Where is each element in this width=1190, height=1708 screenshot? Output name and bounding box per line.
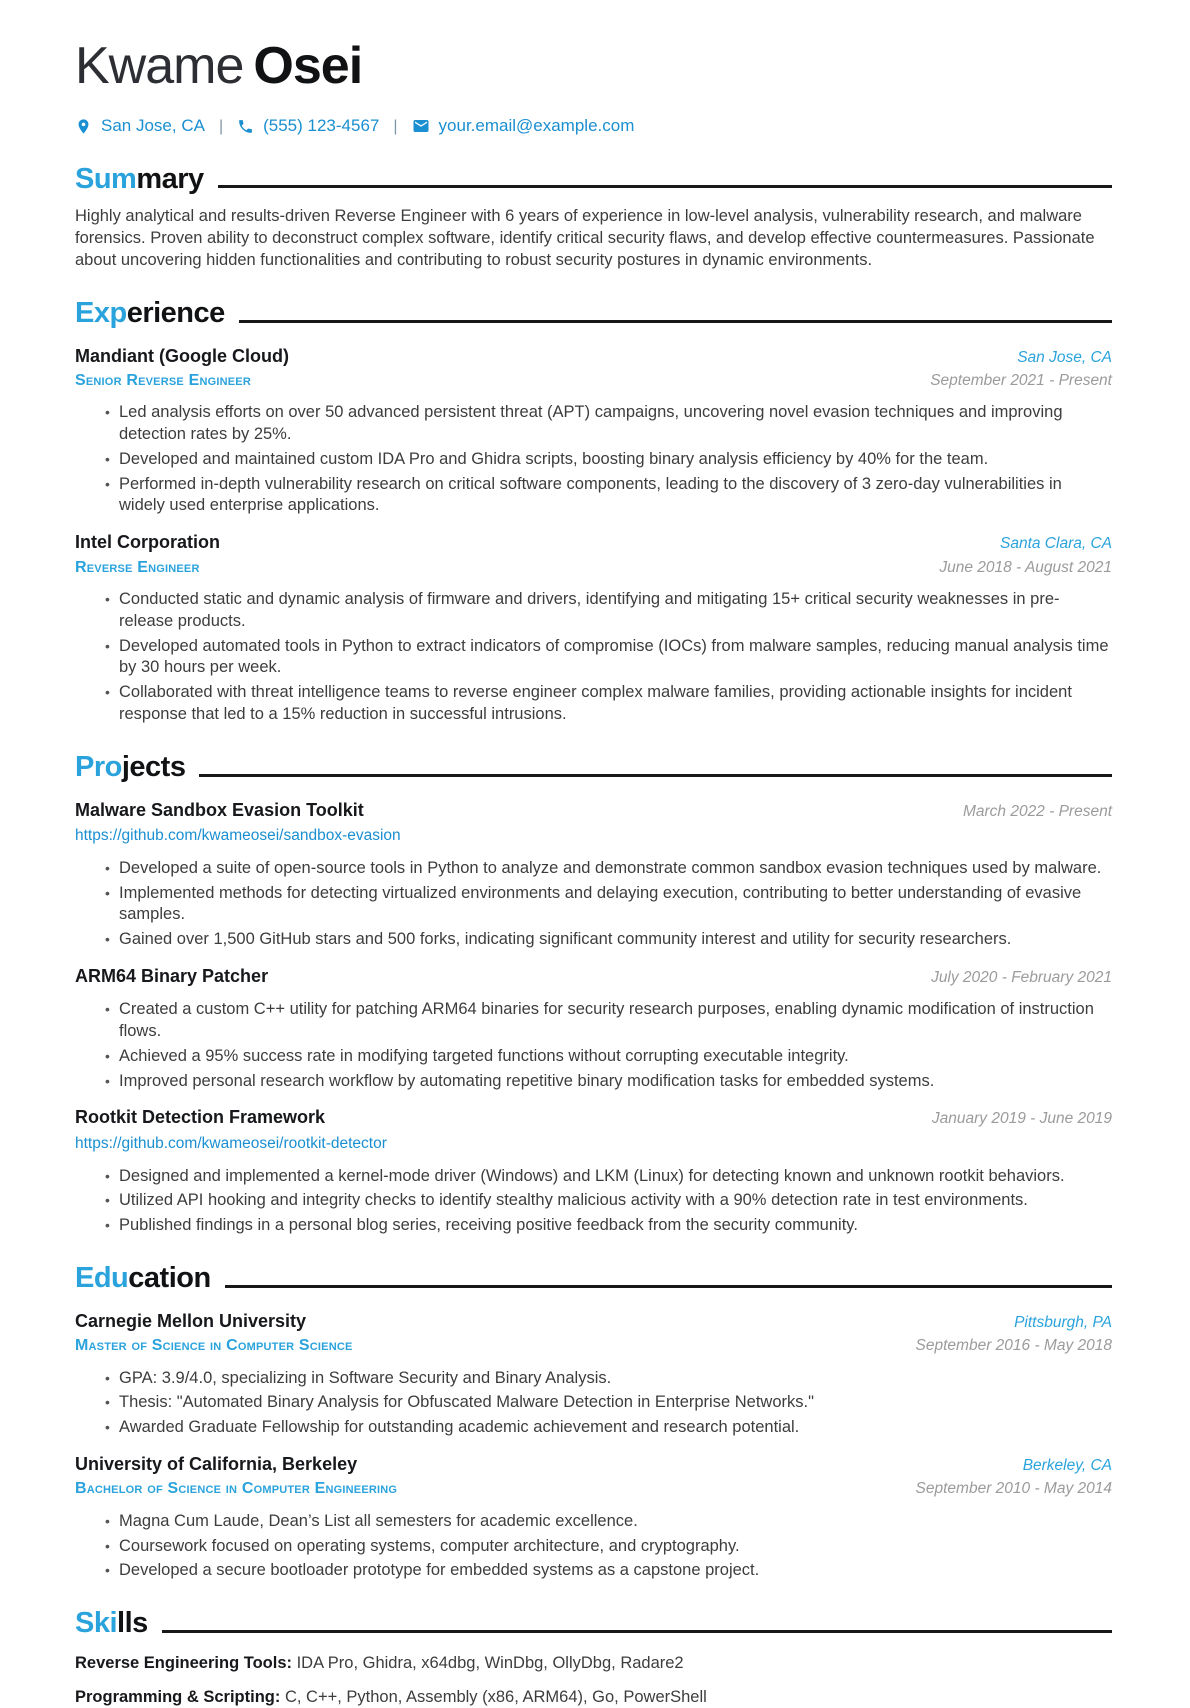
bullet-list [75,1166,1112,1237]
education-heading-text [75,1261,211,1296]
project-entry [75,1106,1112,1237]
bullet-item: • Published findings in a personal blog series, receiving positive feedback from the security community. [105,1215,1112,1237]
entry-header-row [75,799,1112,822]
experience-heading-text [75,296,225,331]
project-entry [75,799,1112,951]
bullet-item: • Collaborated with threat intelligence teams to reverse engineer complex malware families, providing actionable insights for incident response that led to a 15% reduction in successful intrusions. [105,682,1112,726]
bullet-item: • Developed a secure bootloader prototype for embedded systems as a capstone project. [105,1560,1112,1582]
bullet-item: • Achieved a 95% success rate in modifying targeted functions without corrupting executable integrity. [105,1046,1112,1068]
heading-rule [218,185,1112,188]
education-entry [75,1453,1112,1582]
contact-phone-text: (555) 123-4567 [263,116,380,136]
experience-heading [75,296,1112,331]
contact-location [75,115,205,137]
bullet-list [75,1368,1112,1439]
bullet-item: • Magna Cum Laude, Dean’s List all semesters for academic excellence. [105,1511,1112,1533]
heading-rule [225,1285,1112,1288]
school-name: University of California, Berkeley [75,1453,358,1474]
school-name: Carnegie Mellon University [75,1310,307,1331]
phone-icon [237,118,254,135]
school-location: Pittsburgh, PA [1014,1313,1112,1331]
contact-separator: | [393,117,398,135]
experience-entry [75,345,1112,518]
entry-header-row [75,1310,1112,1333]
company-name: Mandiant (Google Cloud) [75,345,289,366]
entry-header-row [75,345,1112,368]
bullet-list [75,1511,1112,1582]
bullet-item: • Awarded Graduate Fellowship for outstanding academic achievement and research potential. [105,1417,1112,1439]
school-location: Berkeley, CA [1022,1456,1112,1474]
bullet-list [75,589,1112,726]
skill-category-value: IDA Pro, Ghidra, x64dbg, WinDbg, OllyDbg, Radare2 [296,1653,684,1672]
projects-heading [75,750,1112,785]
bullet-item: • Coursework focused on operating systems, computer architecture, and cryptography. [105,1536,1112,1558]
entry-title-row [75,1333,1112,1356]
section-summary [75,162,1112,272]
project-name: ARM64 Binary Patcher [75,965,269,986]
contact-phone[interactable] [237,115,379,137]
job-dates: September 2021 - Present [930,371,1112,389]
bullet-list [75,402,1112,517]
degree-dates: September 2016 - May 2018 [915,1337,1112,1355]
contact-email-text: your.email@example.com [438,116,635,136]
entry-header-row [75,1106,1112,1129]
heading-accent-part: Ski [75,1607,118,1640]
skill-line [75,1687,1112,1708]
bullet-item: • Created a custom C++ utility for patching ARM64 binaries for security research purposes, enabling dynamic modification of instruction flows. [105,999,1112,1043]
bullet-item: • Conducted static and dynamic analysis of firmware and drivers, identifying and mitigating 15+ critical security weaknesses in pre-release products. [105,589,1112,633]
bullet-item: • Implemented methods for detecting virtualized environments and delaying execution, contributing to better understanding of evasive samples. [105,883,1112,927]
bullet-item: • Utilized API hooking and integrity checks to identify stealthy malicious activity with a 90% detection rate in test environments. [105,1190,1112,1212]
person-name [75,38,1112,95]
heading-rest-part: cation [128,1261,211,1294]
project-link[interactable]: https://github.com/kwameosei/sandbox-evasion [75,827,401,844]
project-name: Malware Sandbox Evasion Toolkit [75,799,364,820]
degree-title: Master of Science in Computer Science [75,1337,353,1355]
bullet-list [75,858,1112,951]
heading-rest-part: lls [117,1607,148,1640]
skills-heading-text [75,1606,148,1641]
heading-accent-part: Exp [75,296,127,329]
heading-rule [239,320,1112,323]
first-name: Kwame [75,37,244,95]
skills-heading [75,1606,1112,1641]
bullet-item: • Developed and maintained custom IDA Pro and Ghidra scripts, boosting binary analysis efficiency by 40% for the team. [105,449,1112,471]
skill-category-label: Programming & Scripting: [75,1687,281,1706]
location-pin-icon [75,118,92,135]
entry-header-row [75,965,1112,988]
bullet-item: • Led analysis efforts on over 50 advanced persistent threat (APT) campaigns, uncovering novel evasion techniques and improving detection rates by 25%. [105,402,1112,446]
project-dates: January 2019 - June 2019 [931,1110,1112,1128]
contact-separator: | [218,117,224,135]
bullet-item: • Designed and implemented a kernel-mode driver (Windows) and LKM (Linux) for detecting known and unknown rootkit behaviors. [105,1166,1112,1188]
education-heading [75,1261,1112,1296]
bullet-item: • GPA: 3.9/4.0, specializing in Software Security and Binary Analysis. [105,1368,1112,1390]
project-name: Rootkit Detection Framework [75,1107,326,1128]
contact-email[interactable] [412,115,635,137]
experience-entry [75,531,1112,726]
bullet-item: • Developed a suite of open-source tools in Python to analyze and demonstrate common sandbox evasion techniques used by malware. [105,858,1112,880]
heading-rest-part: jects [121,750,186,783]
section-education [75,1261,1112,1582]
degree-title: Bachelor of Science in Computer Engineering [75,1480,398,1498]
degree-dates: September 2010 - May 2014 [915,1480,1112,1498]
project-dates: March 2022 - Present [962,802,1112,820]
company-name: Intel Corporation [75,532,220,553]
heading-accent-part: Edu [75,1261,129,1294]
section-projects [75,750,1112,1237]
summary-paragraph: Highly analytical and results-driven Reverse Engineer with 6 years of experience in low-level analysis, vulnerability research, and malware forensics. Proven ability to deconstruct complex software, identify critical security flaws, and develop effective countermeasures. Passionate about uncovering hidden functionalities and contributing to robust security postures in dynamic environments. [75,207,1095,269]
entry-header-row [75,531,1112,554]
heading-accent-part: Sum [75,162,137,195]
heading-rule [162,1630,1112,1633]
company-location: Santa Clara, CA [1000,535,1112,553]
project-entry [75,965,1112,1093]
skill-category-label: Reverse Engineering Tools: [75,1653,292,1672]
summary-heading-text [75,162,204,197]
skill-line [75,1653,1112,1675]
company-location: San Jose, CA [1017,348,1112,366]
contact-row [75,115,1112,137]
heading-accent-part: Pro [75,750,122,783]
job-dates: June 2018 - August 2021 [939,558,1112,576]
section-experience [75,296,1112,726]
heading-rest-part: mary [136,162,204,195]
job-title: Senior Reverse Engineer [75,371,251,389]
project-dates: July 2020 - February 2021 [931,968,1112,986]
bullet-item: • Improved personal research workflow by automating repetitive binary modification tasks for embedded systems. [105,1071,1112,1093]
contact-location-text: San Jose, CA [101,116,205,136]
bullet-item: • Gained over 1,500 GitHub stars and 500 forks, indicating significant community interest and utility for security researchers. [105,929,1112,951]
entry-title-row [75,368,1112,391]
summary-heading [75,162,1112,197]
heading-rest-part: erience [126,296,225,329]
entry-title-row [75,555,1112,578]
bullet-item: • Performed in-depth vulnerability research on critical software components, leading to the discovery of 3 zero-day vulnerabilities in widely used enterprise applications. [105,474,1112,518]
last-name: Osei [253,37,363,95]
entry-header-row [75,1453,1112,1476]
bullet-list [75,999,1112,1092]
heading-rule [199,774,1112,777]
resume-header [75,38,1112,138]
bullet-item: • Developed automated tools in Python to extract indicators of compromise (IOCs) from malware samples, reducing manual analysis time by 30 hours per week. [105,636,1112,680]
section-skills [75,1606,1112,1708]
envelope-icon [412,117,430,135]
projects-heading-text [75,750,185,785]
job-title: Reverse Engineer [75,558,200,576]
entry-title-row [75,1476,1112,1499]
skill-category-value: C, C++, Python, Assembly (x86, ARM64), Go, PowerShell [284,1687,707,1706]
project-link[interactable]: https://github.com/kwameosei/rootkit-detector [75,1134,387,1152]
education-entry [75,1310,1112,1439]
bullet-item: • Thesis: "Automated Binary Analysis for Obfuscated Malware Detection in Enterprise Networks." [105,1392,1112,1414]
